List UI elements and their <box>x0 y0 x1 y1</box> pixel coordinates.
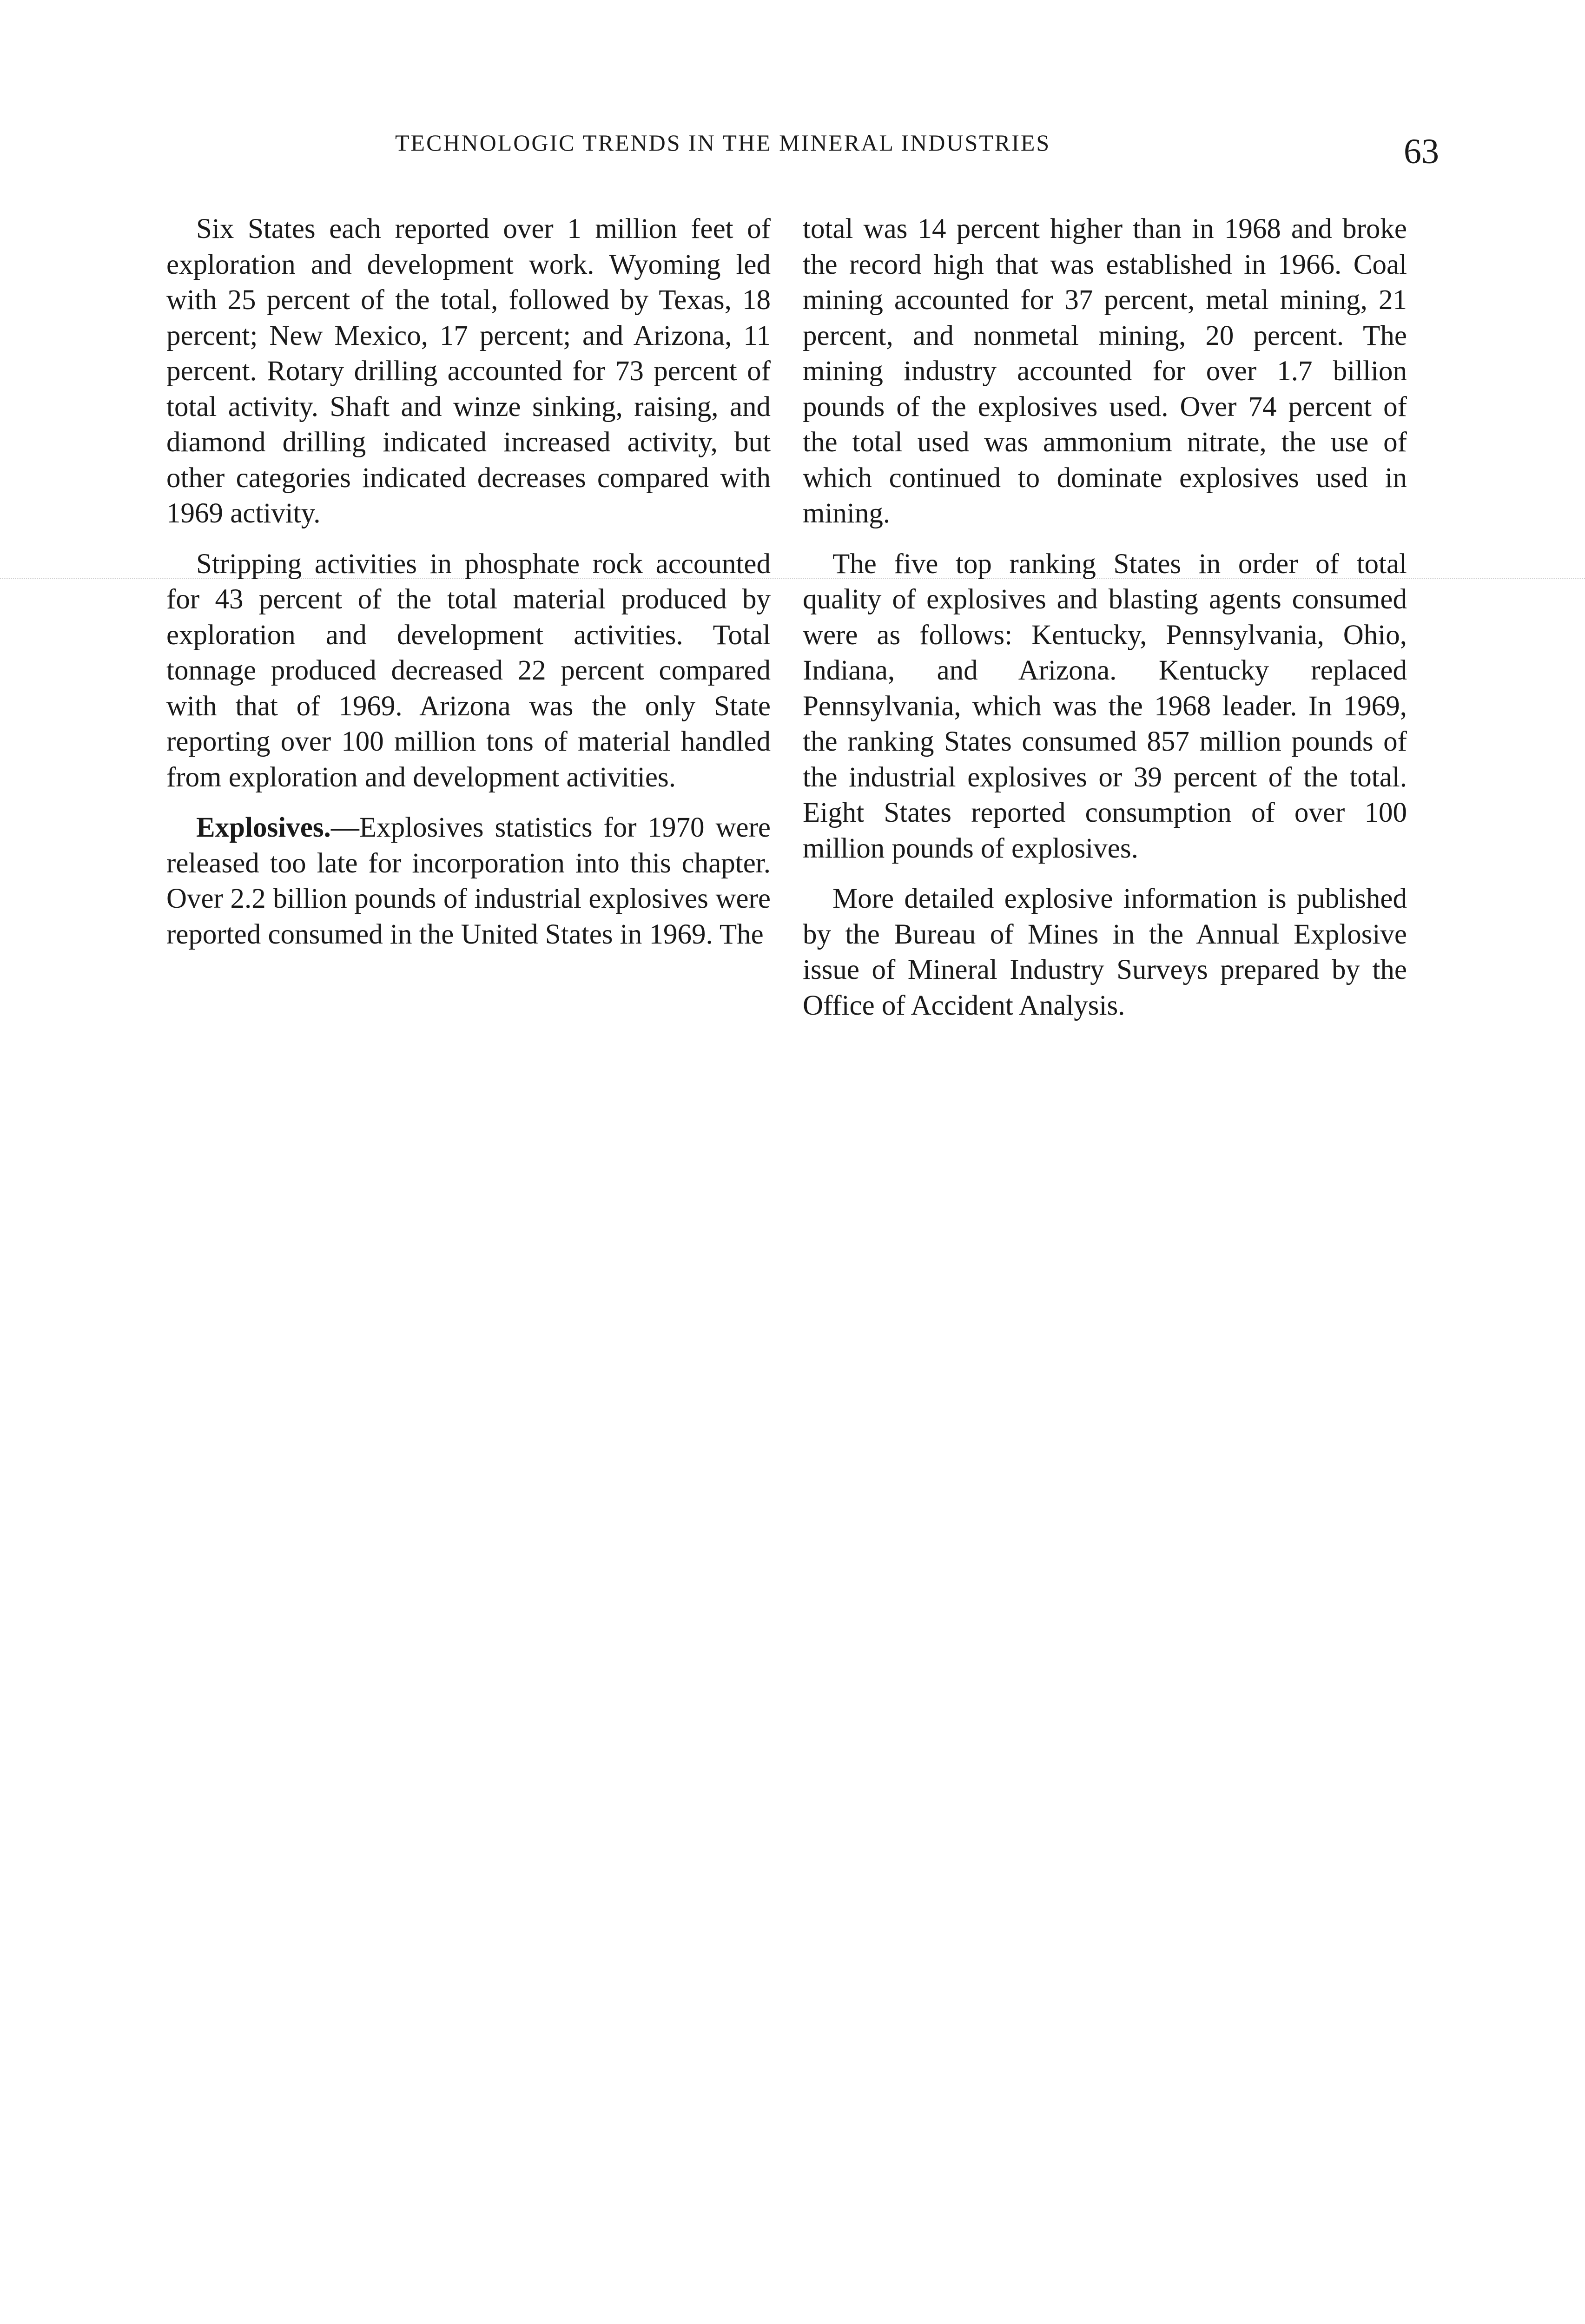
page-number: 63 <box>1404 132 1439 171</box>
right-column <box>803 211 1407 1038</box>
paragraph-explosives-continued: total was 14 percent higher than in 1968 and broke the record high that was established in 1966. Coal mining accounted for 37 percent, metal mining, 21 percent, and nonmetal mining, 20 percent. The mining industry accounted for over 1.7 billion pounds of the explosives used. Over 74 percent of the total used was ammonium nitrate, the use of which continued to dominate explosives used in mining. <box>803 213 1407 529</box>
paragraph-top-ranking-states: The five top ranking States in order of total quality of explosives and blasting agents consumed were as follows: Kentucky, Pennsylvania, Ohio, Indiana, and Arizona. Kentucky replaced Pennsylvania, which was the 1968 leader. In 1969, the ranking States consumed 857 million pounds of the industrial explosives or 39 percent of the total. Eight States reported consumption of over 100 million pounds of explosives. <box>803 548 1407 864</box>
paragraph-stripping-activities: Stripping activities in phosphate rock accounted for 43 percent of the total material produced by exploration and development activities. Total tonnage produced decreased 22 percent compared with that of 1969. Arizona was the only State reporting over 100 million tons of material handled from exploration and development activities. <box>166 548 771 793</box>
paragraph-explosives <box>166 810 771 952</box>
running-head: TECHNOLOGIC TRENDS IN THE MINERAL INDUSTRIES <box>395 130 1051 156</box>
paragraph-more-information: More detailed explosive information is published by the Bureau of Mines in the Annual Explosive issue of Mineral Industry Surveys prepared by the Office of Accident Analysis. <box>803 883 1407 1021</box>
paragraph-exploration-states: Six States each reported over 1 million feet of exploration and development work. Wyoming led with 25 percent of the total, followed by Texas, 18 percent; New Mexico, 17 percent; and Arizona, 11 percent. Rotary drilling accounted for 73 percent of total activity. Shaft and winze sinking, raising, and diamond drilling indicated increased activity, but other categories indicated decreases compared with 1969 activity. <box>166 213 771 529</box>
explosives-heading: Explosives. <box>196 812 331 843</box>
explosives-text: —Explosives statistics for 1970 were released too late for incorporation into this chapter. Over 2.2 billion pounds of industrial explosives were reported consumed in the United States in 1969. The <box>166 812 771 950</box>
left-column <box>166 211 771 967</box>
